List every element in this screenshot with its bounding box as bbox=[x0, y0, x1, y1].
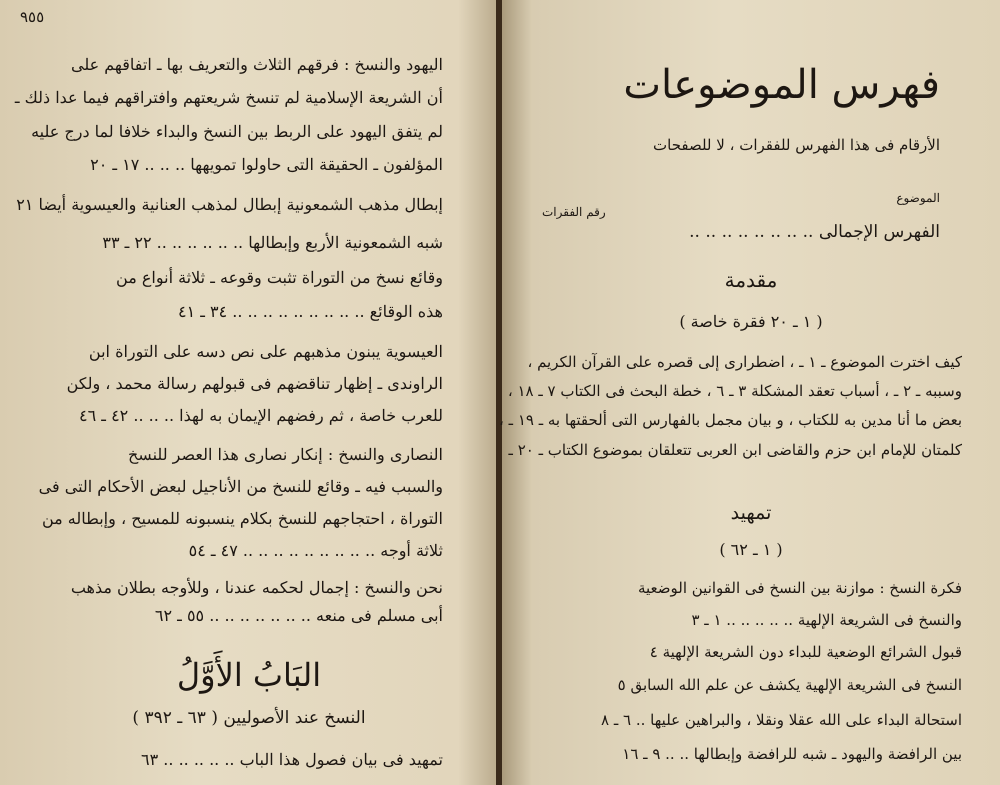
index-note: الأرقام فى هذا الفهرس للفقرات ، لا للصفحات bbox=[653, 136, 940, 154]
preface-line: النسخ فى الشريعة الإلهية يكشف عن علم الله السابق ٥ bbox=[617, 676, 962, 694]
toc-line: ثلاثة أوجه .. .. .. .. .. .. .. .. .. ٤٧ ـ ٥٤ bbox=[188, 541, 443, 560]
preface-heading: تمهيد bbox=[730, 502, 772, 524]
toc-line: هذه الوقائع .. .. .. .. .. .. .. .. .. ٣٤ ـ ٤١ bbox=[177, 302, 443, 321]
toc-line: اليهود والنسخ : فرقهم الثلاث والتعريف بها ـ اتفاقهم على bbox=[70, 55, 443, 74]
preface-line: والنسخ فى الشريعة الإلهية .. .. .. .. .. ١ ـ ٣ bbox=[691, 611, 962, 629]
toc-line: والسبب فيه ـ وقائع للنسخ من الأناجيل لبعض الأحكام التى فى bbox=[38, 477, 443, 496]
summary-index-line: الفهرس الإجمالى .. .. .. .. .. .. .. .. bbox=[689, 222, 940, 242]
intro-line: وسببه ـ ٢ ـ ، أسباب تعقد المشكلة ٣ ـ ٦ ، خطة البحث فى الكتاب ٧ ـ ١٨ ، bbox=[507, 382, 962, 400]
toc-line: الراوندى ـ إظهار تناقضهم فى قبولهم رسالة محمد ، ولكن bbox=[66, 374, 443, 393]
toc-line: النصارى والنسخ : إنكار نصارى هذا العصر للنسخ bbox=[127, 445, 443, 464]
preface-range: ( ١ ـ ٦٢ ) bbox=[719, 540, 783, 559]
toc-line: إبطال مذهب الشمعونية إبطال لمذهب العنانية والعيسوية أيضا ٢١ bbox=[16, 195, 443, 214]
chapter-title: البَابُ الأَوَّلُ bbox=[176, 656, 322, 694]
toc-line: شبه الشمعونية الأربع وإبطالها .. .. .. .. .. .. ٢٢ ـ ٣٣ bbox=[102, 233, 443, 252]
intro-line: كيف اخترت الموضوع ـ ١ ـ ، اضطرارى إلى قصره على القرآن الكريم ، bbox=[527, 353, 962, 371]
toc-line: أن الشريعة الإسلامية لم تنسخ شريعتهم وافتراقهم فيما عدا ذلك ـ bbox=[14, 88, 443, 107]
column-subject: الموضوع bbox=[896, 191, 940, 205]
toc-line: نحن والنسخ : إجمال لحكمه عندنا ، وللأوجه بطلان مذهب bbox=[70, 578, 443, 597]
toc-line: المؤلفون ـ الحقيقة التى حاولوا تمويهها .. .. .. ١٧ ـ ٢٠ bbox=[90, 155, 443, 174]
preface-line: قبول الشرائع الوضعية للبداء دون الشريعة الإلهية ٤ bbox=[649, 643, 962, 661]
preface-line: بين الرافضة واليهود ـ شبه للرافضة وإبطالها .. .. ٩ ـ ١٦ bbox=[622, 745, 962, 763]
toc-line: التوراة ، احتجاجهم للنسخ بكلام ينسبونه للمسيح ، وإبطاله من bbox=[41, 509, 443, 528]
toc-line: لم يتفق اليهود على الربط بين النسخ والبداء خلافا لما درج عليه bbox=[31, 122, 443, 141]
toc-line: أبى مسلم فى منعه .. .. .. .. .. .. .. ٥٥ ـ ٦٢ bbox=[154, 606, 443, 625]
toc-line: وقائع نسخ من التوراة تثبت وقوعه ـ ثلاثة أنواع من bbox=[116, 268, 443, 287]
toc-line: تمهيد فى بيان فصول هذا الباب .. .. .. .. .. ٦٣ bbox=[141, 750, 443, 769]
intro-heading: مقدمة bbox=[724, 268, 778, 292]
preface-line: فكرة النسخ : موازنة بين النسخ فى القوانين الوضعية bbox=[637, 579, 962, 597]
column-numbers: رقم الفقرات bbox=[542, 205, 606, 219]
left-page bbox=[0, 0, 498, 785]
right-page bbox=[499, 0, 1000, 785]
intro-line: كلمتان للإمام ابن حزم والقاضى ابن العربى تتعلقان بموضوع الكتاب ـ ٢٠ ـ bbox=[508, 441, 962, 459]
chapter-subtitle: النسخ عند الأصوليين ( ٦٣ ـ ٣٩٢ ) bbox=[132, 708, 366, 728]
index-title: فهرس الموضوعات bbox=[623, 62, 940, 108]
page-number: ٩٥٥ bbox=[20, 8, 45, 26]
toc-line: للعرب خاصة ، ثم رفضهم الإيمان به لهذا .. .. .. ٤٢ ـ ٤٦ bbox=[79, 406, 443, 425]
intro-range: ( ١ ـ ٢٠ فقرة خاصة ) bbox=[679, 312, 823, 331]
preface-line: استحالة البداء على الله عقلا ونقلا ، والبراهين عليها .. ٦ ـ ٨ bbox=[601, 711, 962, 729]
intro-line: بعض ما أنا مدين به للكتاب ، و بيان مجمل بالفهارس التى ألحقتها به ـ ١٩ ـ ، bbox=[499, 411, 962, 429]
toc-line: العيسوية يبنون مذهبهم على نص دسه على التوراة ابن bbox=[88, 342, 443, 361]
